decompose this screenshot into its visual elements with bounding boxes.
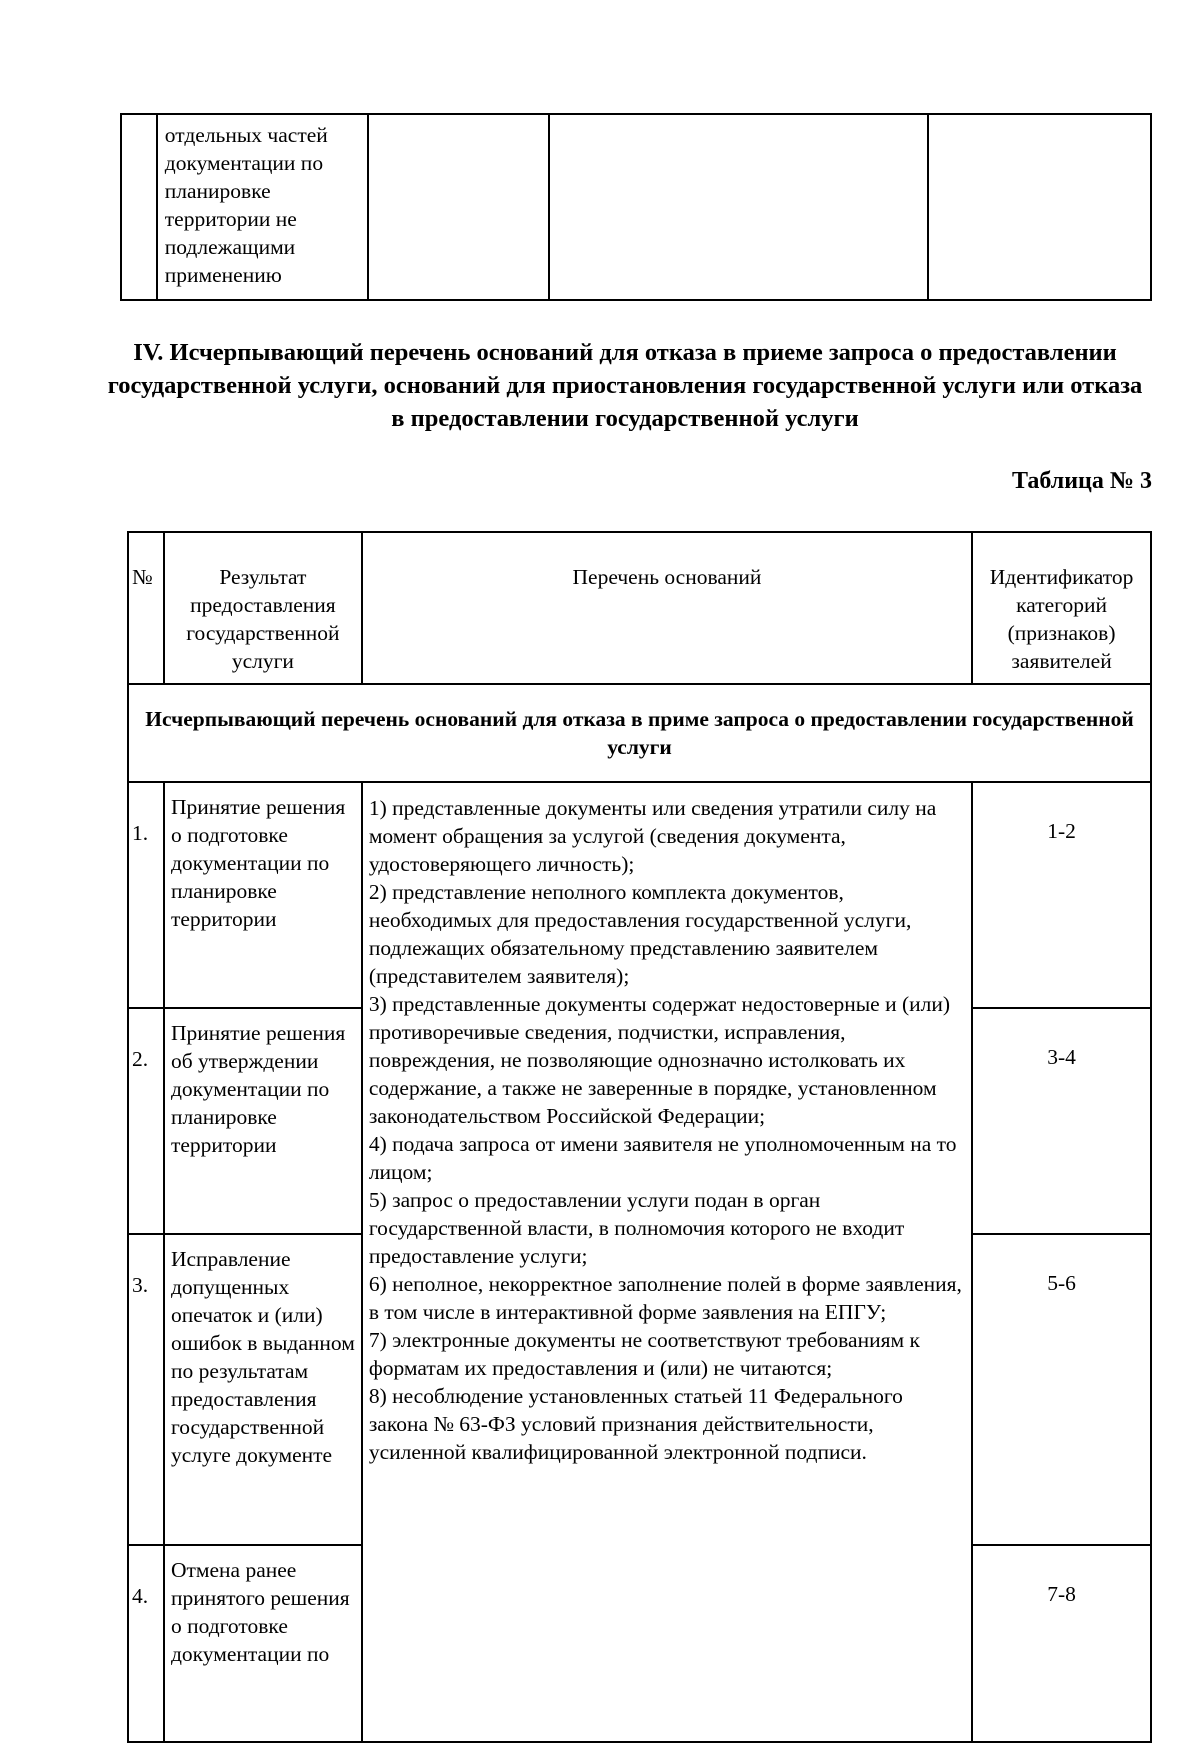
header-num: № (128, 532, 164, 684)
table-row (128, 782, 1151, 1008)
continuation-num-cell (121, 114, 157, 300)
ground-item: 8) несоблюдение установленных статьей 11 Федерального закона № 63-ФЗ условий признания действительности, усиленной квалифицированной электронной подписи. (368, 1384, 903, 1464)
row-identifier: 3-4 (972, 1008, 1151, 1234)
grounds-table (127, 531, 1152, 1743)
table-subheading-row (128, 684, 1151, 782)
continuation-text-cell: отдельных частей документации по планировке территории не подлежащими применению (157, 114, 369, 300)
table-subheading: Исчерпывающий перечень оснований для отказа в приме запроса о предоставлении государственной услуги (128, 684, 1151, 782)
row-num: 2. (128, 1008, 164, 1234)
ground-item: 1) представленные документы или сведения утратили силу на момент обращения за услугой (сведения документа, удостоверяющего личность); (368, 796, 937, 876)
row-result: Отмена ранее принятого решения о подготовке документации по (164, 1545, 362, 1742)
row-result: Принятие решения об утверждении документации по планировке территории (164, 1008, 362, 1234)
ground-item: 2) представление неполного комплекта документов, необходимых для предоставления государственной услуги, подлежащих обязательному представлению заявителем (представителем заявителя); (368, 880, 912, 988)
header-result: Результат предоставления государственной услуги (164, 532, 362, 684)
ground-item: 6) неполное, некорректное заполнение полей в форме заявления, в том числе в интерактивной форме заявления на ЕПГУ; (368, 1272, 962, 1324)
continuation-empty-cell (368, 114, 549, 300)
header-list: Перечень оснований (362, 532, 972, 684)
continuation-empty-cell (549, 114, 928, 300)
row-identifier: 7-8 (972, 1545, 1151, 1742)
ground-item: 3) представленные документы содержат недостоверные и (или) противоречивые сведения, подчистки, исправления, повреждения, не позволяющие однозначно истолковать их содержание, а также не заверенные в порядке, установленном законодательством Российской Федерации; (368, 992, 951, 1128)
row-result: Принятие решения о подготовке документации по планировке территории (164, 782, 362, 1008)
row-num: 3. (128, 1234, 164, 1545)
row-identifier: 1-2 (972, 782, 1151, 1008)
row-identifier: 5-6 (972, 1234, 1151, 1545)
section-heading: IV. Исчерпывающий перечень оснований для отказа в приеме запроса о предоставлении государственной услуги, оснований для приостановления государственной услуги или отказа в предоставлении государственной услуги (107, 339, 1143, 432)
header-identifier: Идентификатор категорий (признаков) заявителей (972, 532, 1151, 684)
row-result: Исправление допущенных опечаток и (или) ошибок в выданном по результатам предоставления государственной услуге документе (164, 1234, 362, 1545)
row-num: 4. (128, 1545, 164, 1742)
continuation-empty-cell (928, 114, 1151, 300)
ground-item: 7) электронные документы не соответствуют требованиям к форматам их предоставления и (или) не читаются; (368, 1328, 920, 1380)
continuation-table (120, 113, 1152, 301)
ground-item: 5) запрос о предоставлении услуги подан в орган государственной власти, в полномочия которого не входит предоставление услуги; (368, 1188, 905, 1268)
table-header-row (128, 532, 1151, 684)
table-label: Таблица № 3 (1011, 468, 1152, 494)
ground-item: 4) подача запроса от имени заявителя не уполномоченным на то лицом; (368, 1132, 957, 1184)
row-num: 1. (128, 782, 164, 1008)
grounds-list (362, 782, 972, 1742)
